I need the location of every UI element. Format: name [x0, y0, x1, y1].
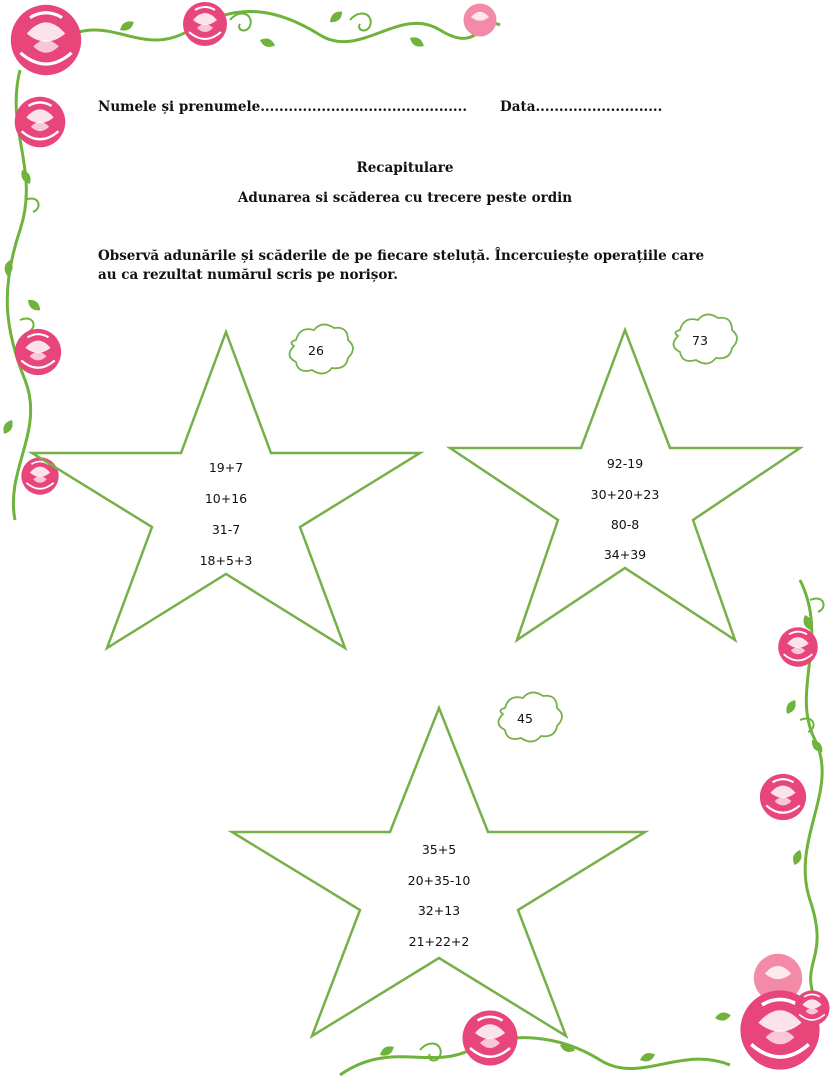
instructions: Observă adunările și scăderile de pe fiecare steluță. Încercuiește operațiile care au ca rezultat numărul scris pe norișor.	[98, 248, 705, 283]
star-1	[32, 332, 420, 648]
star-1-op-1[interactable]: 19+7	[208, 460, 244, 475]
star-1-op-3[interactable]: 31-7	[211, 522, 241, 537]
star-2-op-3[interactable]: 80-8	[610, 517, 640, 532]
cloud-1-target: 26	[308, 343, 324, 358]
star-2-op-2[interactable]: 30+20+23	[590, 487, 660, 502]
star-3-op-4[interactable]: 21+22+2	[408, 934, 470, 949]
star-3-op-1[interactable]: 35+5	[421, 842, 457, 857]
cloud-3-target: 45	[517, 711, 533, 726]
star-1-op-2[interactable]: 10+16	[204, 491, 248, 506]
star-3-op-2[interactable]: 20+35-10	[407, 873, 471, 888]
date-field-label: Data...........................	[500, 99, 663, 115]
star-2	[450, 330, 800, 640]
cloud-2-target: 73	[692, 333, 708, 348]
star-3	[232, 708, 645, 1036]
star-3-op-3[interactable]: 32+13	[417, 903, 461, 918]
page-title: Recapitulare	[356, 160, 454, 176]
star-2-op-4[interactable]: 34+39	[603, 547, 647, 562]
name-field-label: Numele și prenumele............................................	[98, 99, 468, 115]
star-1-op-4[interactable]: 18+5+3	[199, 553, 253, 568]
page-subtitle: Adunarea si scăderea cu trecere peste ordin	[237, 190, 573, 206]
star-2-op-1[interactable]: 92-19	[606, 456, 644, 471]
